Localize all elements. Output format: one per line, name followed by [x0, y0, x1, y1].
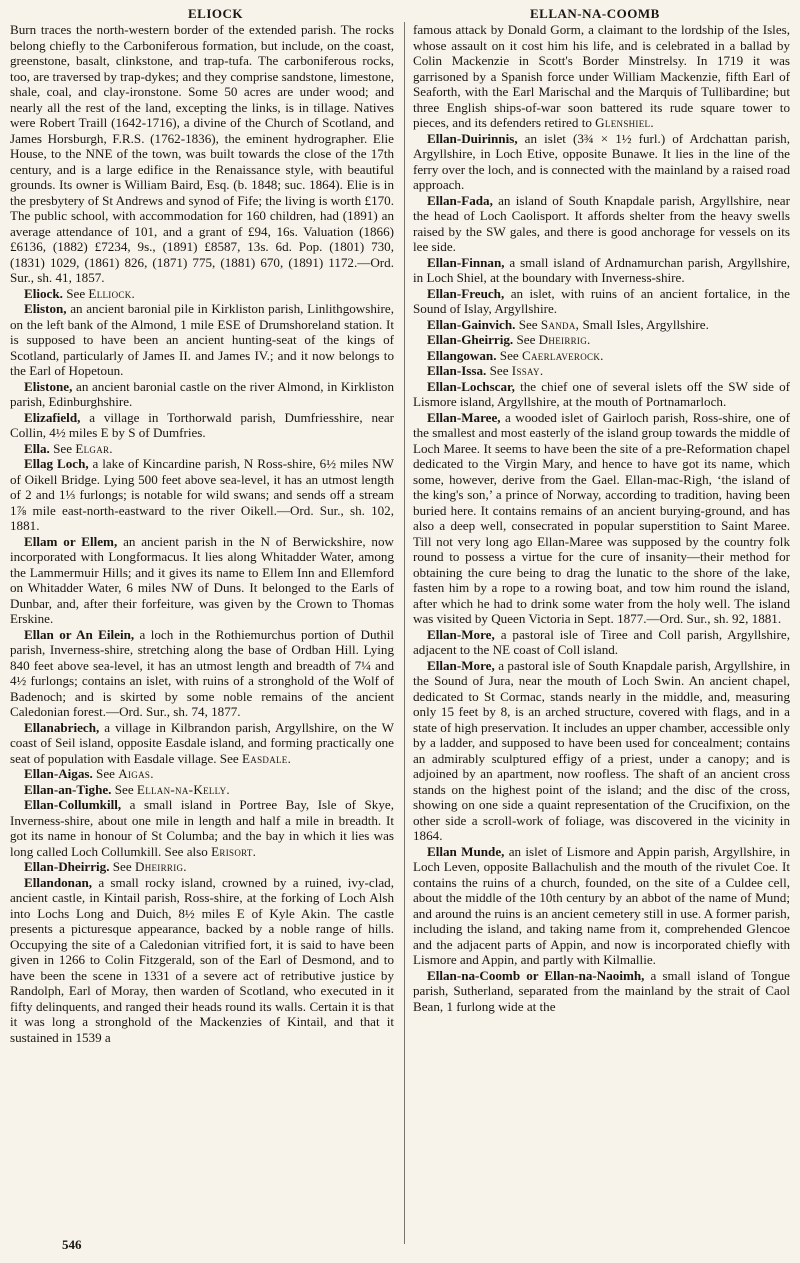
- entry-text: an island of South Knapdale parish, Argyllshire, near the head of Loch Caolisport. It affords shelter from the heavy swells raised by the SW gales, and there is good anchorage for vessels on its lee side.: [413, 192, 790, 254]
- gazetteer-entry: [10, 797, 394, 859]
- left-column: [10, 22, 404, 1244]
- entry-text: See: [518, 316, 538, 332]
- gazetteer-entry: [413, 332, 790, 348]
- entry-text: an ancient baronial pile in Kirkliston parish, Linlithgowshire, on the left bank of the Almond, 1 mile ESE of Drumshoreland station. It is supposed to have been an ancient hunting-seat of the kings of Scotland, particularly of James II. and James IV.; and it now belongs to the Earl of Hopetoun.: [10, 301, 394, 378]
- entry-headword: Ellangowan.: [427, 347, 497, 363]
- gazetteer-entry: [10, 301, 394, 379]
- entry-headword: Ellan Munde,: [427, 843, 505, 859]
- entry-headword: Ellandonan,: [24, 874, 93, 890]
- entry-text: a small rocky island, crowned by a ruined, ivy-clad, ancient castle, in Kintail parish, Ross-shire, at the forking of Loch Alsh into Lochs Long and Duich, 8½ miles E of Kyle Akin. The castle presents a picturesque appearance, backed by a noble range of hills. Occupying the site of a Caledonian vitrified fort, it is said to have been given in 1266 to Colin Fitzgerald, son of the Earl of Desmond, and to have been the scene in 1331 of a severe act of retributive justice by Randolph, Earl of Moray, then warden of Scotland, who executed in it fifty delinquents, and ranged their heads round its walls. Certain it is that it was long a stronghold of the Mackenzies of Kintail, and that it sustained in 1539 a: [10, 874, 394, 1045]
- entry-text: a small island in Portree Bay, Isle of Skye, Inverness-shire, about one mile in length and half a mile in breadth. It got its name in honour of St Columba; and the bay in which it lies was long called Loch Collumkill. See also: [10, 797, 394, 859]
- entry-text: a lake of Kincardine parish, N Ross-shire, 6½ miles NW of Oikell Bridge. Lying 500 feet above sea-level, it has an utmost length of 2 and 1⅓ furlongs; is notable for wild swans; and sends off a stream 1⅞ mile east-north-eastward to the river Oikell.—Ord. Sur., sh. 102, 1881.: [10, 456, 394, 533]
- running-head-left: ELIOCK: [188, 6, 244, 21]
- entry-headword: Ellan-Collumkill,: [24, 797, 122, 812]
- cross-reference: Aigas.: [118, 766, 154, 781]
- entry-text: famous attack by Donald Gorm, a claimant to the lordship of the Isles, whose assault on it cost him his life, and is celebrated in a ballad by Colin Mackenzie in Scott's Border Minstrelsy. In 1719 it was garrisoned by a Spanish force under William Mackenzie, fifth Earl of Seaforth, with the Earl Marischal and the Marquis of Tullibardine; but three English ships-of-war soon battered its rude square tower to pieces, and its defenders retired to: [413, 22, 790, 130]
- gazetteer-entry: [10, 720, 394, 767]
- entry-headword: Ellan-Issa.: [427, 363, 487, 378]
- entry-text: See: [499, 347, 519, 363]
- entry-headword: Ellam or Ellem,: [24, 533, 118, 549]
- gazetteer-entry: [413, 379, 790, 410]
- entry-text: a wooded islet of Gairloch parish, Ross-shire, one of the smallest and most easterly of the island group towards the middle of Loch Maree. It seems to have been the site of a pre-Reformation chapel dedicated to the Virgin Mary, and hence to have got its name, which some, however, derive from the Gael. Ellan-mac-Righ, ‘the island of the king's son,’ a prince of Norway, according to tradition, having been buried here. It contains remains of an ancient burying-ground, and has also a deep well, consecrated in popular superstition to Saint Maree. Till not very long ago Ellan-Maree was supposed by the country folk round to possess a virtue for the cure of insanity—their method for obtaining the cure being to drag the lunatic to the shore of the lake, fasten him by a rope to a rowing boat, and tow him round the island, after which he had to drink some water from the holy well. The island was visited by Queen Victoria in Sept. 1877.—Ord. Sur., sh. 92, 1881.: [413, 409, 790, 626]
- running-head-right: ELLAN-NA-COOMB: [530, 6, 660, 21]
- gazetteer-entry: [413, 131, 790, 193]
- entry-continuation: [413, 22, 790, 131]
- gazetteer-entry: [413, 348, 790, 364]
- entry-text: an ancient parish in the N of Berwickshire, now incorporated with Longformacus. It lies along Whitadder Water, among the Lammermuir Hills; and it gives its name to Ellem Inn and Ellemford on Whitadder Water, 6 miles NW of Duns. It belonged to the Earls of Dunbar, and, after their forfeiture, was given by the Crown to Thomas Erskine.: [10, 533, 394, 626]
- entry-headword: Ella.: [24, 440, 50, 456]
- cross-reference: Dheirrig.: [134, 859, 187, 874]
- cross-reference: Easdale.: [242, 750, 292, 766]
- right-column: [404, 22, 790, 1244]
- entry-headword: Ellan-an-Tighe.: [24, 781, 112, 797]
- gazetteer-entry: [413, 627, 790, 658]
- entry-text: a pastoral isle of South Knapdale parish, Argyllshire, in the Sound of Jura, near the mouth of Loch Swin. An ancient chapel, dedicated to St Cormac, stands nearly in the middle, and, measuring only 15 feet by 8, is an arched structure, covered with flags, and in a state of high preservation. It includes an upper chamber, accessible only by a ladder, and supposed to have been used for concealment; contains an admirably sculptured effigy of a priest, under a canopy; and is adjoined by an apartment, now roofless. The shaft of an ancient cross stands on the highest point of the island; and the disc of the cross, showing on one side a quaint representation of the Crucifixion, on the other side a scroll-work of foliage, was discovered in the vicinity in 1864.: [413, 657, 790, 843]
- entry-headword: Ellan-More,: [427, 657, 495, 673]
- gazetteer-entry: [413, 410, 790, 627]
- entry-headword: Ellan-na-Coomb or Ellan-na-Naoimh,: [427, 967, 645, 983]
- entry-text: a small island of Ardnamurchan parish, Argyllshire, in Loch Shiel, at the boundary with Inverness-shire.: [413, 254, 790, 285]
- entry-text: a village in Kilbrandon parish, Argyllshire, on the W coast of Seil island, opposite Easdale island, and forming practically one seat of population with Easdale village. See: [10, 719, 394, 766]
- gazetteer-entry: [413, 363, 790, 379]
- cross-reference: Erisort.: [211, 843, 257, 859]
- running-heads: [10, 4, 792, 22]
- entry-text: an islet of Lismore and Appin parish, Argyllshire, in Loch Leven, opposite Ballachulish and the mouth of the rivulet Coe. It contains the ruins of a church, founded, on the site of a Culdee cell, about the middle of the 10th century by an abbot of the name of Mund; and around the ruins is an ancient cemetery still in use. A former parish, including the island, and taking name from it, comprehended Glencoe and the adjacent parts of Appin, and now is incorporated chiefly with Lismore and Appin, and partly with Kilmallie.: [413, 843, 790, 967]
- entry-text: an ancient baronial castle on the river Almond, in Kirkliston parish, Edinburghshire.: [10, 378, 394, 409]
- entry-text: See: [516, 332, 536, 347]
- gazetteer-entry: [10, 410, 394, 441]
- cross-reference: Issay.: [511, 363, 544, 378]
- gazetteer-entry: [413, 658, 790, 844]
- entry-text: a loch in the Rothiemurchus portion of Duthil parish, Inverness-shire, stretching along the base of Ordban Hill. Lying 840 feet above sea-level, it has an utmost length and breadth of 7¼ and 4½ furlongs; contains an islet, with ruins of a stronghold of the Wolf of Badenoch; and is skirted by some noble remains of the ancient Caledonian forest.—Ord. Sur., sh. 74, 1877.: [10, 626, 394, 719]
- entry-headword: Elistone,: [24, 378, 73, 394]
- gazetteer-entry: [10, 875, 394, 1046]
- gazetteer-entry: [10, 534, 394, 627]
- entry-headword: Ellan-Gheirrig.: [427, 332, 514, 347]
- gazetteer-entry: [10, 456, 394, 534]
- entry-text: See: [114, 781, 134, 797]
- entry-headword: Ellan or An Eilein,: [24, 626, 135, 642]
- cross-reference: Elgar.: [75, 440, 113, 456]
- entry-headword: Ellan-Dheirrig.: [24, 859, 110, 874]
- gazetteer-entry: [10, 379, 394, 410]
- text-columns: [10, 22, 792, 1244]
- entry-headword: Ellan-Finnan,: [427, 254, 505, 270]
- entry-headword: Ellag Loch,: [24, 456, 89, 471]
- gazetteer-entry: [413, 844, 790, 968]
- entry-headword: Ellan-Duirinnis,: [427, 130, 518, 146]
- entry-text: a village in Torthorwald parish, Dumfriesshire, near Collin, 4½ miles E by S of Dumfries.: [10, 409, 394, 440]
- entry-text: See: [489, 363, 509, 378]
- gazetteer-entry: [10, 766, 394, 782]
- gazetteer-entry: [10, 627, 394, 720]
- entry-text: Small Isles, Argyllshire.: [582, 316, 709, 332]
- entry-headword: Ellan-Lochscar,: [427, 378, 515, 394]
- entry-text: Burn traces the north-western border of the extended parish. The rocks belong chiefly to the Carboniferous formation, but include, on the coast, greenstone, basalt, clinkstone, and trap-tufa. The carboniferous rocks, too, are traversed by trap-dykes; and they comprise sandstone, limestone, shale, coal, and clay-ironstone. Some 50 acres are under wood; and nearly all the rest of the land, excepting the links, is in tillage. Natives were Robert Traill (1642-1716), a divine of the Church of Scotland, and James Horsburgh, F.R.S. (1762-1836), the eminent hydrographer. Elie House, to the NNE of the town, was built towards the close of the 17th century, and is a large edifice in the Renaissance style, with beautiful grounds. Its owner is William Baird, Esq. (b. 1848; suc. 1864). Elie is in the presbytery of St Andrews and synod of Fife; the living is worth £170. The public school, with accommodation for 160 children, had (1891) an average attendance of 101, and a grant of £94, 16s. Valuation (1866) £6136, (1882) £7234, 9s., (1891) £8587, 13s. 6d. Pop. (1801) 730, (1831) 1029, (1861) 826, (1871) 775, (1881) 670, (1891) 1172.—Ord. Sur., sh. 41, 1857.: [10, 22, 394, 285]
- gazetteer-entry: [10, 286, 394, 302]
- entry-headword: Ellan-Freuch,: [427, 285, 505, 301]
- entry-text: an islet (3¾ × 1½ furl.) of Ardchattan parish, Argyllshire, in Loch Etive, opposite Bunawe. It lies in the line of the ferry over the loch, and is connected with the mainland by a raised road approach.: [413, 130, 790, 192]
- entry-text: See: [96, 766, 115, 781]
- entry-text: See: [53, 440, 73, 456]
- entry-text: an islet, with ruins of an ancient fortalice, in the Sound of Islay, Argyllshire.: [413, 285, 790, 316]
- entry-headword: Eliock.: [24, 285, 63, 301]
- gazetteer-entry: [10, 782, 394, 798]
- gazetteer-entry: [10, 441, 394, 457]
- entry-text: a small island of Tongue parish, Sutherland, separated from the mainland by the strait of Caol Bean, 1 furlong wide at the: [413, 967, 790, 1014]
- entry-text: See: [112, 859, 132, 874]
- gazetteer-entry: [413, 255, 790, 286]
- entry-headword: Ellan-Aigas.: [24, 766, 93, 781]
- entry-headword: Ellanabriech,: [24, 719, 100, 735]
- gazetteer-entry: [413, 317, 790, 333]
- gazetteer-entry: [413, 286, 790, 317]
- gazetteer-entry: [413, 193, 790, 255]
- gazetteer-entry: [10, 859, 394, 875]
- cross-reference: Caerlaverock.: [521, 347, 604, 363]
- entry-headword: Ellan-Maree,: [427, 409, 501, 425]
- entry-headword: Ellan-Gainvich.: [427, 316, 516, 332]
- cross-reference: Ellan-na-Kelly.: [136, 781, 230, 797]
- cross-reference: Sanda,: [540, 316, 580, 332]
- entry-headword: Ellan-Fada,: [427, 192, 493, 208]
- cross-reference: Glenshiel.: [595, 115, 654, 130]
- entry-text: the chief one of several islets off the SW side of Lismore island, Argyllshire, at the mouth of Portnamarloch.: [413, 378, 790, 409]
- page-number: 546: [62, 1237, 82, 1252]
- entry-headword: Eliston,: [24, 301, 67, 316]
- entry-headword: Elizafield,: [24, 409, 81, 425]
- cross-reference: Dheirrig.: [538, 332, 591, 347]
- entry-text: See: [66, 285, 86, 301]
- entry-text: a pastoral isle of Tiree and Coll parish, Argyllshire, adjacent to the NE coast of Coll island.: [413, 626, 790, 657]
- entry-headword: Ellan-More,: [427, 626, 495, 642]
- gazetteer-entry: [413, 968, 790, 1015]
- entry-continuation: [10, 22, 394, 286]
- cross-reference: Elliock.: [88, 285, 136, 301]
